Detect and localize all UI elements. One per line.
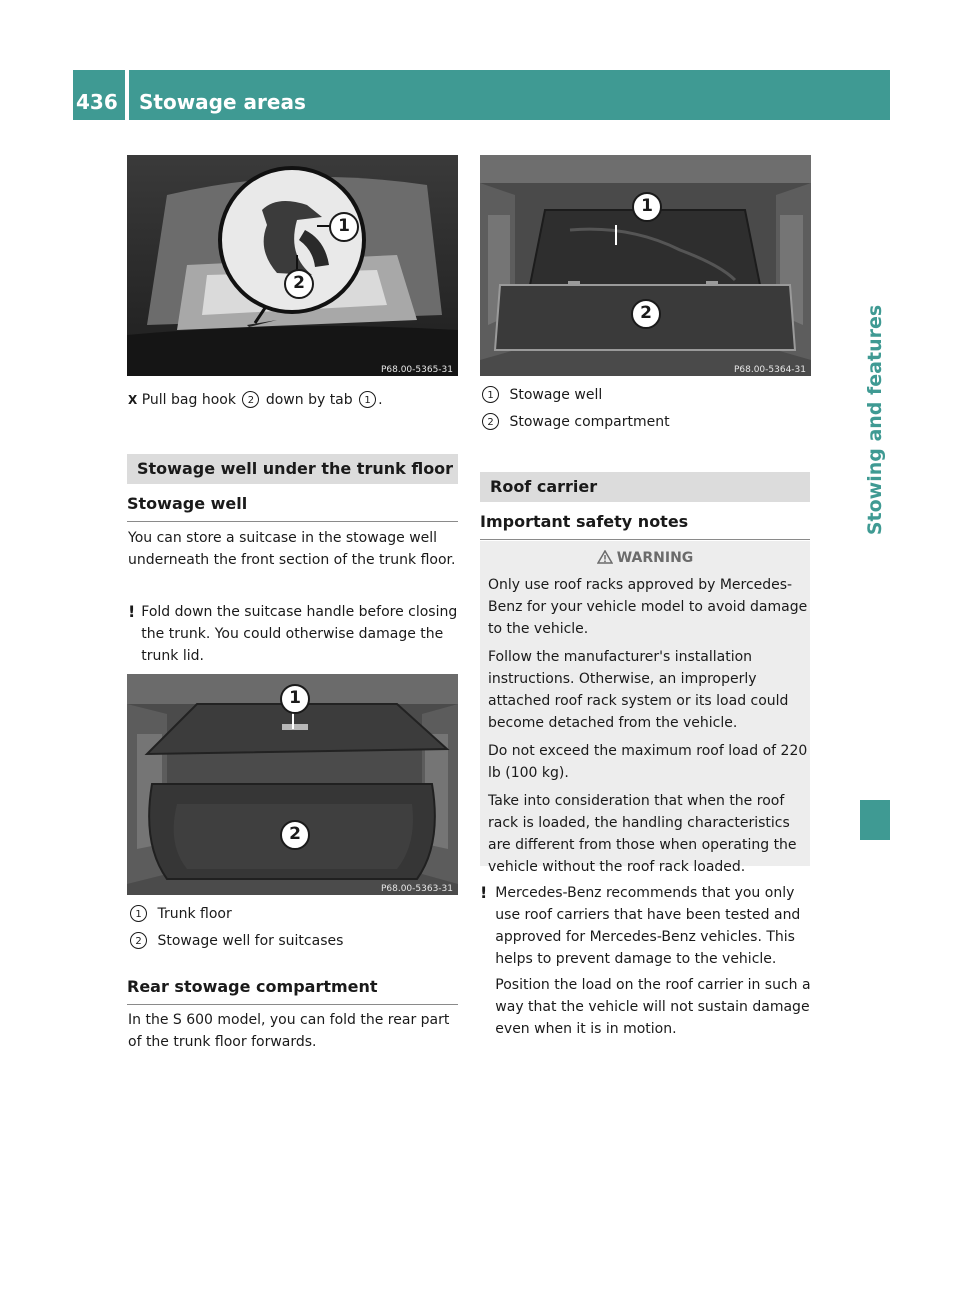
- section-heading-stowage-well: Stowage well under the trunk floor: [127, 454, 458, 484]
- legend-text: Stowage compartment: [509, 414, 670, 430]
- legend-item: [480, 411, 810, 438]
- page-title: Stowage areas: [139, 90, 306, 114]
- bag-hook-photo: [127, 155, 458, 376]
- notice-icon: !: [480, 883, 488, 902]
- legend-text: Stowage well: [509, 387, 603, 403]
- legend-text: Stowage well for suitcases: [157, 933, 344, 949]
- note-text: Position the load on the roof carrier in such a way that the vehicle will not sustain damage even when it is in motion.: [495, 977, 811, 1037]
- warning-title: WARNING: [616, 550, 694, 566]
- subheading-stowage-well: Stowage well: [127, 493, 458, 522]
- step-text: down by tab: [265, 392, 353, 408]
- section-heading-roof-carrier: Roof carrier: [480, 472, 810, 502]
- step-text: .: [378, 392, 383, 408]
- page-header: [73, 70, 890, 120]
- warning-paragraph: Take into consideration that when the roof rack is loaded, the handling characteristics are different from those when operating the vehicle without the roof rack loaded.: [488, 793, 797, 875]
- marker-1: 1: [482, 386, 499, 403]
- legend-left: [128, 903, 458, 957]
- warning-paragraph: Do not exceed the maximum roof load of 220 lb (100 kg).: [488, 743, 808, 781]
- marker-2: 2: [242, 391, 259, 408]
- warning-paragraph: Only use roof racks approved by Mercedes-Benz for your vehicle model to avoid damage to the vehicle.: [488, 577, 808, 637]
- trunk-floor-photo: [127, 674, 458, 895]
- step-instruction: [128, 389, 458, 411]
- step-text: Pull bag hook: [141, 392, 236, 408]
- marker-1: 1: [130, 905, 147, 922]
- notice-icon: !: [128, 602, 136, 621]
- legend-item: [128, 930, 458, 957]
- warning-title-row: [480, 547, 810, 569]
- marker-2: 2: [482, 413, 499, 430]
- chapter-tab: [860, 120, 890, 710]
- legend-right: [480, 384, 810, 438]
- legend-text: Trunk floor: [157, 906, 232, 922]
- callout-marker-1: 1: [329, 212, 359, 242]
- chapter-marker-block: [860, 800, 890, 840]
- note-suitcase: [128, 601, 460, 667]
- photo-code: P68.00-5365-31: [380, 365, 453, 375]
- note-text: Fold down the suitcase handle before closing the trunk. You could otherwise damage the trunk lid.: [141, 604, 458, 664]
- stowage-compartment-illustration: [480, 155, 811, 376]
- header-divider: [125, 70, 129, 120]
- photo-code: P68.00-5364-31: [733, 365, 806, 375]
- warning-triangle-icon: [597, 550, 613, 564]
- subheading-rear-stowage: Rear stowage compartment: [127, 976, 458, 1005]
- legend-item: [128, 903, 458, 930]
- note-roof-carrier: [480, 882, 813, 1040]
- stowage-well-paragraph: You can store a suitcase in the stowage well underneath the front section of the trunk floor.: [128, 530, 456, 568]
- warning-box: [480, 541, 810, 875]
- marker-2: 2: [130, 932, 147, 949]
- callout-marker-2: 2: [284, 269, 314, 299]
- callout-marker-1: 1: [632, 192, 662, 222]
- legend-item: [480, 384, 810, 411]
- page-number: 436: [76, 90, 118, 114]
- subheading-safety-notes: Important safety notes: [480, 511, 810, 540]
- marker-1: 1: [359, 391, 376, 408]
- warning-paragraph: Follow the manufacturer's installation instructions. Otherwise, an improperly attached roof rack system or its load could become detached from the vehicle.: [488, 649, 789, 731]
- chapter-tab-label: Stowing and features: [864, 304, 886, 536]
- step-arrow-icon: X: [128, 393, 138, 407]
- bag-hook-illustration: [127, 155, 458, 376]
- callout-marker-1: 1: [280, 684, 310, 714]
- photo-code: P68.00-5363-31: [380, 884, 453, 894]
- callout-marker-2: 2: [280, 820, 310, 850]
- rear-stowage-paragraph: In the S 600 model, you can fold the rear part of the trunk floor forwards.: [128, 1012, 450, 1050]
- stowage-compartment-photo: [480, 155, 811, 376]
- note-text: Mercedes-Benz recommends that you only use roof carriers that have been tested and approved for Mercedes-Benz vehicles. This helps to prevent damage to the vehicle.: [495, 885, 801, 967]
- callout-marker-2: 2: [631, 299, 661, 329]
